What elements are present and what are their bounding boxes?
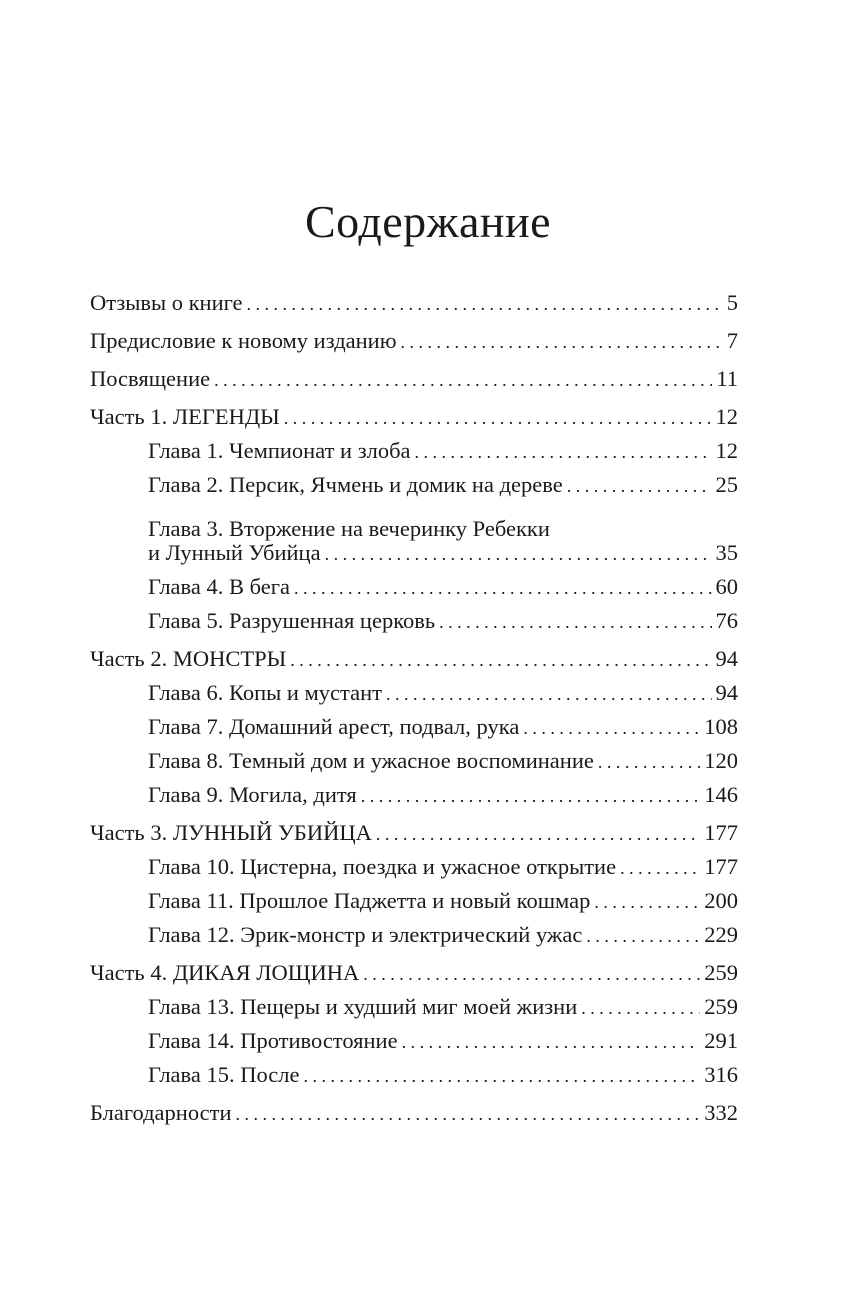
dot-leader bbox=[361, 778, 700, 812]
dot-leader bbox=[401, 324, 723, 358]
toc-entry-label: Глава 5. Разрушенная церковь bbox=[148, 608, 436, 633]
toc-entry-chapter-4[interactable] bbox=[90, 570, 738, 604]
toc-entry-label: Часть 3. ЛУННЫЙ УБИЙЦА bbox=[90, 820, 372, 845]
toc-entry-chapter-13[interactable] bbox=[90, 990, 738, 1024]
toc-page-number: 259 bbox=[704, 994, 738, 1019]
toc-entry-label: Глава 13. Пещеры и худший миг моей жизни bbox=[148, 994, 578, 1019]
toc-page-number: 94 bbox=[715, 680, 738, 705]
toc-entry-label: Глава 15. После bbox=[148, 1062, 300, 1087]
toc-entry-label: Глава 10. Цистерна, поездка и ужасное открытие bbox=[148, 854, 617, 879]
toc-page-number: 94 bbox=[715, 646, 738, 671]
dot-leader bbox=[294, 570, 712, 604]
dot-leader bbox=[523, 710, 700, 744]
toc-page-number: 60 bbox=[715, 574, 738, 599]
toc-entry-part-1[interactable] bbox=[90, 400, 738, 434]
toc-entry-label: Часть 1. ЛЕГЕНДЫ bbox=[90, 404, 280, 429]
toc-entry-reviews[interactable] bbox=[90, 286, 738, 320]
toc-entry-chapter-9[interactable] bbox=[90, 778, 738, 812]
toc-page-number: 259 bbox=[704, 960, 738, 985]
toc-entry-label: Глава 6. Копы и мустант bbox=[148, 680, 382, 705]
dot-leader bbox=[586, 918, 700, 952]
dot-leader bbox=[402, 1024, 701, 1058]
dot-leader bbox=[290, 642, 711, 676]
toc-page-number: 76 bbox=[715, 608, 738, 633]
toc-page-number: 229 bbox=[704, 922, 738, 947]
toc-entry-part-3[interactable] bbox=[90, 816, 738, 850]
toc-entry-chapter-12[interactable] bbox=[90, 918, 738, 952]
dot-leader bbox=[303, 1058, 700, 1092]
toc-entry-label: Глава 2. Персик, Ячмень и домик на дереве bbox=[148, 472, 563, 497]
toc-page-number: 12 bbox=[715, 404, 738, 429]
toc-entry-chapter-5[interactable] bbox=[90, 604, 738, 638]
toc-page-number: 177 bbox=[704, 854, 738, 879]
toc-page-number: 108 bbox=[704, 714, 738, 739]
dot-leader bbox=[247, 286, 723, 320]
toc-page-number: 25 bbox=[715, 472, 738, 497]
toc-entry-label: Глава 9. Могила, дитя bbox=[148, 782, 357, 807]
toc-page-number: 177 bbox=[704, 820, 738, 845]
toc-entry-chapter-11[interactable] bbox=[90, 884, 738, 918]
toc-entry-label: Посвящение bbox=[90, 366, 211, 391]
dot-leader bbox=[620, 850, 700, 884]
dot-leader bbox=[415, 434, 712, 468]
toc-entry-dedication[interactable] bbox=[90, 362, 738, 396]
dot-leader bbox=[567, 468, 712, 502]
toc-entry-label: Глава 11. Прошлое Паджетта и новый кошмар bbox=[148, 888, 591, 913]
toc-entry-label: Благодарности bbox=[90, 1100, 232, 1125]
toc-page-number: 146 bbox=[704, 782, 738, 807]
toc-entry-chapter-1[interactable] bbox=[90, 434, 738, 468]
toc-page-number: 12 bbox=[715, 438, 738, 463]
toc-entry-label: Глава 14. Противостояние bbox=[148, 1028, 398, 1053]
toc-page-number: 332 bbox=[704, 1100, 738, 1125]
dot-leader bbox=[376, 816, 700, 850]
toc-entry-label: Часть 4. ДИКАЯ ЛОЩИНА bbox=[90, 960, 360, 985]
toc-entry-label: Глава 12. Эрик-монстр и электрический ужас bbox=[148, 922, 583, 947]
toc-entry-chapter-10[interactable] bbox=[90, 850, 738, 884]
toc-entry-acknowledgements[interactable] bbox=[90, 1096, 738, 1130]
toc-entry-chapter-15[interactable] bbox=[90, 1058, 738, 1092]
toc-page-number: 5 bbox=[726, 290, 738, 315]
toc-entry-chapter-7[interactable] bbox=[90, 710, 738, 744]
toc-entry-label: Глава 1. Чемпионат и злоба bbox=[148, 438, 411, 463]
toc-page-number: 35 bbox=[715, 540, 738, 565]
toc-entry-label: Предисловие к новому изданию bbox=[90, 328, 397, 353]
toc-page-number: 291 bbox=[704, 1028, 738, 1053]
dot-leader bbox=[363, 956, 700, 990]
dot-leader bbox=[386, 676, 712, 710]
toc-entry-label: Часть 2. МОНСТРЫ bbox=[90, 646, 287, 671]
dot-leader bbox=[581, 990, 700, 1024]
toc-entry-chapter-8[interactable] bbox=[90, 744, 738, 778]
dot-leader bbox=[594, 884, 700, 918]
toc-entry-preface[interactable] bbox=[90, 324, 738, 358]
toc-entry-label: Глава 7. Домашний арест, подвал, рука bbox=[148, 714, 520, 739]
dot-leader bbox=[598, 744, 700, 778]
toc-entry-chapter-14[interactable] bbox=[90, 1024, 738, 1058]
dot-leader bbox=[554, 502, 734, 536]
dot-leader bbox=[236, 1096, 701, 1130]
dot-leader bbox=[214, 362, 712, 396]
table-of-contents bbox=[90, 286, 738, 1130]
toc-entry-label: Глава 8. Темный дом и ужасное воспоминание bbox=[148, 748, 594, 773]
toc-entry-label: Отзывы о книге bbox=[90, 290, 243, 315]
toc-page-number: 11 bbox=[716, 366, 738, 391]
toc-entry-chapter-2[interactable] bbox=[90, 468, 738, 502]
toc-entry-part-2[interactable] bbox=[90, 642, 738, 676]
toc-entry-part-4[interactable] bbox=[90, 956, 738, 990]
dot-leader bbox=[284, 400, 712, 434]
toc-page-number: 316 bbox=[704, 1062, 738, 1087]
toc-entry-label: Глава 4. В бега bbox=[148, 574, 290, 599]
dot-leader bbox=[325, 536, 712, 570]
page-title: Содержание bbox=[304, 196, 552, 247]
toc-entry-chapter-6[interactable] bbox=[90, 676, 738, 710]
toc-entry-label: Глава 3. Вторжение на вечеринку Ребекки bbox=[148, 516, 550, 541]
toc-entry-label: и Лунный Убийца bbox=[148, 540, 321, 565]
toc-page-number: 120 bbox=[704, 748, 738, 773]
toc-page-number: 200 bbox=[704, 888, 738, 913]
toc-page-number: 7 bbox=[726, 328, 738, 353]
toc-entry-chapter-3-continued[interactable] bbox=[90, 536, 738, 570]
toc-entry-chapter-3[interactable] bbox=[90, 502, 738, 541]
dot-leader bbox=[439, 604, 711, 638]
